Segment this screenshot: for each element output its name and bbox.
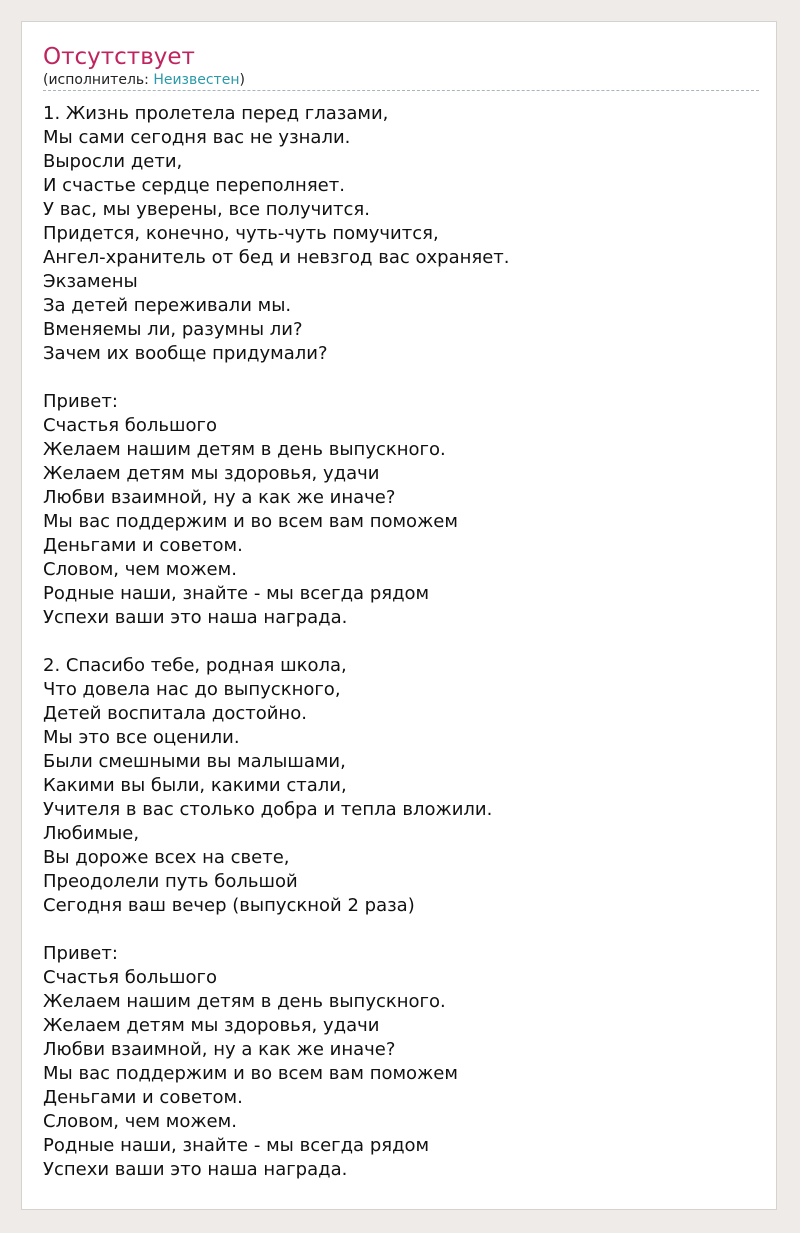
- artist-prefix: (исполнитель:: [43, 72, 154, 88]
- lyric-line: Были смешными вы малышами,: [43, 751, 346, 772]
- lyric-blank-line: [43, 630, 759, 654]
- lyric-line: Любви взаимной, ну а как же иначе?: [43, 1039, 396, 1060]
- lyric-line: Желаем нашим детям в день выпускного.: [43, 439, 446, 460]
- lyric-line: Желаем детям мы здоровья, удачи: [43, 463, 380, 484]
- lyrics-text: [43, 102, 759, 1182]
- title-divider: [43, 90, 759, 91]
- lyric-line: Любимые,: [43, 823, 140, 844]
- lyric-line: 2. Спасибо тебе, родная школа,: [43, 655, 347, 676]
- lyric-line: Родные наши, знайте - мы всегда рядом: [43, 583, 430, 604]
- lyric-line: Любви взаимной, ну а как же иначе?: [43, 487, 396, 508]
- lyric-line: Придется, конечно, чуть-чуть помучится,: [43, 223, 439, 244]
- lyric-line: Выросли дети,: [43, 151, 183, 172]
- lyric-line: Экзамены: [43, 271, 138, 292]
- lyric-line: Словом, чем можем.: [43, 1111, 237, 1132]
- lyric-line: Успехи ваши это наша награда.: [43, 607, 348, 628]
- song-title: Отсутствует: [43, 44, 195, 70]
- lyric-line: Родные наши, знайте - мы всегда рядом: [43, 1135, 430, 1156]
- lyric-line: Зачем их вообще придумали?: [43, 343, 328, 364]
- lyric-line: Мы это все оценили.: [43, 727, 240, 748]
- lyric-line: Желаем нашим детям в день выпускного.: [43, 991, 446, 1012]
- lyrics-card: [21, 21, 777, 1210]
- lyric-line: Счастья большого: [43, 967, 217, 988]
- lyric-line: За детей переживали мы.: [43, 295, 292, 316]
- artist-suffix: ): [239, 72, 245, 88]
- lyric-line: Привет:: [43, 943, 118, 964]
- lyric-line: Преодолели путь большой: [43, 871, 298, 892]
- lyric-line: И счастье сердце переполняет.: [43, 175, 345, 196]
- artist-line: [43, 71, 245, 89]
- lyric-line: Мы сами сегодня вас не узнали.: [43, 127, 351, 148]
- lyric-line: Детей воспитала достойно.: [43, 703, 307, 724]
- lyric-line: Вы дороже всех на свете,: [43, 847, 290, 868]
- lyric-line: Мы вас поддержим и во всем вам поможем: [43, 1063, 458, 1084]
- lyric-line: У вас, мы уверены, все получится.: [43, 199, 370, 220]
- lyric-line: Привет:: [43, 391, 118, 412]
- lyric-line: Мы вас поддержим и во всем вам поможем: [43, 511, 458, 532]
- lyric-line: Успехи ваши это наша награда.: [43, 1159, 348, 1180]
- lyric-blank-line: [43, 366, 759, 390]
- lyric-blank-line: [43, 918, 759, 942]
- lyric-line: 1. Жизнь пролетела перед глазами,: [43, 103, 389, 124]
- lyric-line: Словом, чем можем.: [43, 559, 237, 580]
- lyric-line: Учителя в вас столько добра и тепла вложили.: [43, 799, 493, 820]
- artist-link[interactable]: Неизвестен: [153, 72, 240, 88]
- lyric-line: Вменяемы ли, разумны ли?: [43, 319, 303, 340]
- lyric-line: Что довела нас до выпускного,: [43, 679, 341, 700]
- lyric-line: Сегодня ваш вечер (выпускной 2 раза): [43, 895, 415, 916]
- lyric-line: Какими вы были, какими стали,: [43, 775, 347, 796]
- lyric-line: Деньгами и советом.: [43, 535, 243, 556]
- lyric-line: Счастья большого: [43, 415, 217, 436]
- lyric-line: Деньгами и советом.: [43, 1087, 243, 1108]
- lyric-line: Ангел-хранитель от бед и невзгод вас охраняет.: [43, 247, 510, 268]
- lyric-line: Желаем детям мы здоровья, удачи: [43, 1015, 380, 1036]
